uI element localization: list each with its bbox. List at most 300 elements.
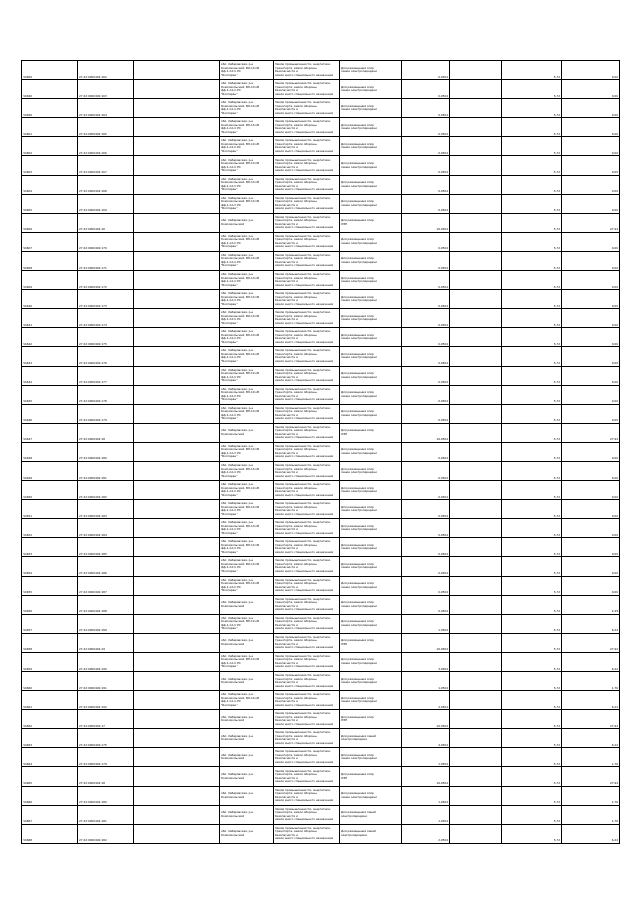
blank-cell [134, 328, 220, 347]
rate-cell: 5,72 [502, 213, 562, 232]
blank-cell [450, 251, 502, 270]
table-row [22, 481, 620, 500]
address-cell: обл. Хабаровская, р-н Комсомольский, ВЛ-10 кВ фф-1-Сл-С РС "Болгаран" [220, 328, 274, 347]
coefficient-cell: 16,0504 [402, 423, 450, 442]
sum-cell: 1,76 [562, 748, 620, 767]
sum-cell: 27,94 [562, 633, 620, 652]
blank-cell [134, 366, 220, 385]
coefficient-cell: 0,0504 [402, 500, 450, 519]
sum-cell: 0,00 [562, 80, 620, 99]
coefficient-cell: 1,0504 [402, 805, 450, 824]
rate-cell: 5,72 [502, 461, 562, 480]
blank-cell [450, 767, 502, 786]
coefficient-cell: 0,0504 [402, 194, 450, 213]
address-cell: обл. Хабаровская, р-н Комсомольский, ВЛ-10 кВ фф-1-Сл-С РС "Болгаран" [220, 194, 274, 213]
land-category-cell: Земли промышленности, энергетики, транспорта, земли обороны, безопасности и земли иного специального назначения [274, 691, 340, 710]
land-category-cell: Земли промышленности, энергетики, транспорта, земли обороны, безопасности и земли иного специального назначения [274, 347, 340, 366]
table-row [22, 347, 620, 366]
table-row [22, 251, 620, 270]
land-category-cell: Земли промышленности, энергетики, транспорта, земли обороны, безопасности и земли иного специального назначения [274, 729, 340, 748]
table-row [22, 271, 620, 290]
plot-id-cell: Ч4661 [22, 691, 78, 710]
blank-cell [450, 271, 502, 290]
permitted-use-cell: Для размещения опор линии электропередачи [340, 61, 402, 80]
cadastral-number-cell: 27:22:0000402:187 [78, 576, 134, 595]
blank-cell [134, 137, 220, 156]
land-category-cell: Земли промышленности, энергетики, транспорта, земли обороны, безопасности и земли иного специального назначения [274, 194, 340, 213]
permitted-use-cell: Для размещения опор ЛЭП [340, 710, 402, 729]
address-cell: обл. Хабаровская, р-н Комсомольский, ВЛ-10 кВ фф-1-Сл-С РС "Болгаран" [220, 366, 274, 385]
rate-cell: 5,72 [502, 805, 562, 824]
address-cell: обл. Хабаровская, р-н Комсомольский, ВЛ-10 кВ фф-1-Сл-С РС "Болгаран" [220, 175, 274, 194]
rate-cell: 5,72 [502, 137, 562, 156]
cadastral-number-cell: 27:22:0000402:179 [78, 404, 134, 423]
blank-cell [134, 175, 220, 194]
land-category-cell: Земли промышленности, энергетики, транспорта, земли обороны, безопасности и земли иного специального назначения [274, 99, 340, 118]
sum-cell: 0,00 [562, 328, 620, 347]
rate-cell: 5,72 [502, 80, 562, 99]
table-row [22, 118, 620, 137]
table-row [22, 614, 620, 633]
table-row [22, 748, 620, 767]
blank-cell [450, 710, 502, 729]
table-row [22, 385, 620, 404]
coefficient-cell: 0,0504 [402, 328, 450, 347]
coefficient-cell: 0,0504 [402, 271, 450, 290]
coefficient-cell: 0,0504 [402, 156, 450, 175]
plot-id-cell: Ч4653 [22, 538, 78, 557]
blank-cell [134, 423, 220, 442]
land-category-cell: Земли промышленности, энергетики, транспорта, земли обороны, безопасности и земли иного специального назначения [274, 481, 340, 500]
land-category-cell: Земли промышленности, энергетики, транспорта, земли обороны, безопасности и земли иного специального назначения [274, 748, 340, 767]
address-cell: обл. Хабаровская, р-н Комсомольский, ВЛ-10 кВ фф-1-Сл-С РС "Болгаран" [220, 461, 274, 480]
cadastral-number-cell: 27:22:0000402:191 [78, 672, 134, 691]
cadastral-number-cell: 27:22:0000402:183 [78, 500, 134, 519]
rate-cell: 5,72 [502, 328, 562, 347]
land-plots-table [21, 60, 620, 844]
table-row [22, 461, 620, 480]
plot-id-cell: Ч4655 [22, 576, 78, 595]
sum-cell: 0,00 [562, 481, 620, 500]
cadastral-number-cell: 27:22:0000402:168 [78, 175, 134, 194]
land-category-cell: Земли промышленности, энергетики, транспорта, земли обороны, безопасности и земли иного специального назначения [274, 633, 340, 652]
blank-cell [134, 519, 220, 538]
blank-cell [134, 691, 220, 710]
blank-cell [134, 461, 220, 480]
land-category-cell: Земли промышленности, энергетики, транспорта, земли обороны, безопасности и земли иного специального назначения [274, 251, 340, 270]
rate-cell: 5,72 [502, 576, 562, 595]
plot-id-cell: Ч4646 [22, 404, 78, 423]
table-row [22, 767, 620, 786]
permitted-use-cell: Для размещения опор линии электропередачи [340, 194, 402, 213]
sum-cell: 0,00 [562, 137, 620, 156]
plot-id-cell: Ч4602 [22, 137, 78, 156]
blank-cell [134, 729, 220, 748]
permitted-use-cell: Для размещения опор линии электропередачи [340, 614, 402, 633]
coefficient-cell: 16,0504 [402, 213, 450, 232]
rate-cell: 5,72 [502, 194, 562, 213]
blank-cell [134, 557, 220, 576]
rate-cell: 5,72 [502, 595, 562, 614]
rate-cell: 5,72 [502, 557, 562, 576]
sum-cell: 0,00 [562, 557, 620, 576]
land-category-cell: Земли промышленности, энергетики, транспорта, земли обороны, безопасности и земли иного специального назначения [274, 672, 340, 691]
table-row [22, 652, 620, 671]
table-row [22, 423, 620, 442]
sum-cell: 0,00 [562, 404, 620, 423]
blank-cell [134, 672, 220, 691]
land-category-cell: Земли промышленности, энергетики, транспорта, земли обороны, безопасности и земли иного специального назначения [274, 232, 340, 251]
blank-cell [450, 404, 502, 423]
sum-cell: 0,00 [562, 99, 620, 118]
permitted-use-cell: Для размещения опор линии электропередачи [340, 156, 402, 175]
sum-cell: 0,00 [562, 576, 620, 595]
coefficient-cell: 1,0504 [402, 786, 450, 805]
rate-cell: 5,72 [502, 423, 562, 442]
sum-cell: 1,76 [562, 805, 620, 824]
coefficient-cell: 0,0504 [402, 481, 450, 500]
permitted-use-cell: Для размещения опор линии электропередачи [340, 137, 402, 156]
address-cell: обл. Хабаровская, р-н Комсомольский, ВЛ-10 кВ фф-1-Сл-С РС "Болгаран" [220, 614, 274, 633]
document-sheet [21, 60, 619, 844]
plot-id-cell: Ч4606 [22, 213, 78, 232]
coefficient-cell: 16,0504 [402, 767, 450, 786]
blank-cell [450, 805, 502, 824]
cadastral-number-cell: 27:22:0000402:164 [78, 99, 134, 118]
land-category-cell: Земли промышленности, энергетики, транспорта, земли обороны, безопасности и земли иного специального назначения [274, 366, 340, 385]
rate-cell: 5,72 [502, 672, 562, 691]
permitted-use-cell: Для размещения опор линии электропередачи [340, 691, 402, 710]
permitted-use-cell: Для размещения опор линии электропередачи [340, 557, 402, 576]
permitted-use-cell: Для размещения опор линии электропередачи [340, 175, 402, 194]
blank-cell [450, 442, 502, 461]
plot-id-cell: Ч4656 [22, 595, 78, 614]
land-category-cell: Земли промышленности, энергетики, транспорта, земли обороны, безопасности и земли иного специального назначения [274, 137, 340, 156]
rate-cell: 5,72 [502, 347, 562, 366]
cadastral-number-cell: 27:22:0000402:186 [78, 557, 134, 576]
rate-cell: 5,72 [502, 767, 562, 786]
cadastral-number-cell: 27:22:0000402:175 [78, 729, 134, 748]
plot-id-cell: Ч4645 [22, 385, 78, 404]
blank-cell [450, 614, 502, 633]
sum-cell: 0,00 [562, 194, 620, 213]
coefficient-cell: 1,0504 [402, 748, 450, 767]
blank-cell [134, 538, 220, 557]
address-cell: обл. Хабаровская, р-н Комсомольский, ВЛ-10 кВ фф-1-Сл-С РС "Болгаран" [220, 156, 274, 175]
cadastral-number-cell: 27:22:0000402:175 [78, 328, 134, 347]
address-cell: обл. Хабаровская, р-н Комсомольский, ВЛ-10 кВ фф-1-Сл-С РС "Болгаран" [220, 118, 274, 137]
sum-cell: 0,00 [562, 347, 620, 366]
blank-cell [450, 61, 502, 80]
table-row [22, 633, 620, 652]
address-cell: обл. Хабаровская, р-н Комсомольский, ВЛ-10 кВ фф-1-Сл-С РС "Болгаран" [220, 442, 274, 461]
table-row [22, 557, 620, 576]
land-category-cell: Земли промышленности, энергетики, транспорта, земли обороны, безопасности и земли иного специального назначения [274, 557, 340, 576]
cadastral-number-cell: 27:22:0000402:184 [78, 519, 134, 538]
permitted-use-cell: Для размещения опор линии электропередачи [340, 99, 402, 118]
permitted-use-cell: Для размещения опор линии электропередачи [340, 748, 402, 767]
permitted-use-cell: Для размещения опор ЛЭП [340, 423, 402, 442]
address-cell: обл. Хабаровская, р-н Комсомольский [220, 805, 274, 824]
address-cell: обл. Хабаровская, р-н Комсомольский, ВЛ-10 кВ фф-1-Сл-С РС "Болгаран" [220, 347, 274, 366]
cadastral-number-cell: 27:22:0000402:173 [78, 290, 134, 309]
blank-cell [134, 156, 220, 175]
permitted-use-cell: Для размещения опор линии электропередачи [340, 500, 402, 519]
land-category-cell: Земли промышленности, энергетики, транспорта, земли обороны, безопасности и земли иного специального назначения [274, 500, 340, 519]
cadastral-number-cell: 27:22:0000402:185 [78, 538, 134, 557]
cadastral-number-cell: 27:22:0000402:170 [78, 232, 134, 251]
blank-cell [450, 194, 502, 213]
address-cell: обл. Хабаровская, р-н Комсомольский, ВЛ-10 кВ фф-1-Сл-С РС "Болгаран" [220, 576, 274, 595]
table-row [22, 137, 620, 156]
plot-id-cell: Ч4605 [22, 194, 78, 213]
blank-cell [134, 500, 220, 519]
table-row [22, 290, 620, 309]
table-row [22, 175, 620, 194]
permitted-use-cell: Для размещения опор линии электропередачи [340, 538, 402, 557]
land-category-cell: Земли промышленности, энергетики, транспорта, земли обороны, безопасности и земли иного специального назначения [274, 538, 340, 557]
cadastral-number-cell: 27:22:0000402:177 [78, 366, 134, 385]
rate-cell: 5,72 [502, 652, 562, 671]
plot-id-cell: Ч4664 [22, 748, 78, 767]
blank-cell [450, 786, 502, 805]
plot-id-cell: Ч4659 [22, 652, 78, 671]
cadastral-number-cell: 27:22:0000402:190 [78, 652, 134, 671]
address-cell: обл. Хабаровская, р-н Комсомольский, ВЛ-10 кВ фф-1-Сл-С РС "Болгаран" [220, 481, 274, 500]
permitted-use-cell: Для размещения опор линии электропередачи [340, 80, 402, 99]
table-row [22, 366, 620, 385]
land-category-cell: Земли промышленности, энергетики, транспорта, земли обороны, безопасности и земли иного специального назначения [274, 786, 340, 805]
permitted-use-cell: Для размещения опор линии электропередачи [340, 672, 402, 691]
blank-cell [134, 232, 220, 251]
blank-cell [134, 251, 220, 270]
address-cell: обл. Хабаровская, р-н Комсомольский [220, 767, 274, 786]
address-cell: обл. Хабаровская, р-н Комсомольский, ВЛ-10 кВ фф-1-Сл-С РС "Болгаран" [220, 99, 274, 118]
blank-cell [134, 309, 220, 328]
sum-cell: 0,00 [562, 290, 620, 309]
blank-cell [134, 61, 220, 80]
land-category-cell: Земли промышленности, энергетики, транспорта, земли обороны, безопасности и земли иного специального назначения [274, 461, 340, 480]
coefficient-cell: 2,0504 [402, 691, 450, 710]
permitted-use-cell: Для размещения опор линии электропередачи [340, 118, 402, 137]
blank-cell [134, 442, 220, 461]
address-cell: обл. Хабаровская, р-н Комсомольский, ВЛ-10 кВ фф-1-Сл-С РС "Болгаран" [220, 80, 274, 99]
blank-cell [134, 99, 220, 118]
permitted-use-cell: Для размещения опор линии электропередачи [340, 404, 402, 423]
blank-cell [134, 652, 220, 671]
land-category-cell: Земли промышленности, энергетики, транспорта, земли обороны, безопасности и земли иного специального назначения [274, 805, 340, 824]
coefficient-cell: 1,0504 [402, 672, 450, 691]
coefficient-cell: 0,0504 [402, 519, 450, 538]
plot-id-cell: Ч4652 [22, 519, 78, 538]
table-row [22, 99, 620, 118]
rate-cell: 5,72 [502, 614, 562, 633]
rate-cell: 5,72 [502, 442, 562, 461]
coefficient-cell: 0,0504 [402, 99, 450, 118]
table-row [22, 824, 620, 843]
cadastral-number-cell: 27:22:0000402:167 [78, 156, 134, 175]
coefficient-cell: 0,0504 [402, 80, 450, 99]
blank-cell [450, 290, 502, 309]
land-category-cell: Земли промышленности, энергетики, транспорта, земли обороны, безопасности и земли иного специального назначения [274, 710, 340, 729]
sum-cell: 0,00 [562, 118, 620, 137]
land-category-cell: Земли промышленности, энергетики, транспорта, земли обороны, безопасности и земли иного специального назначения [274, 652, 340, 671]
coefficient-cell: 0,0504 [402, 557, 450, 576]
blank-cell [134, 118, 220, 137]
sum-cell: 6,24 [562, 652, 620, 671]
table-row [22, 442, 620, 461]
plot-id-cell: Ч4654 [22, 557, 78, 576]
permitted-use-cell: Для размещения опор ЛЭП [340, 633, 402, 652]
cadastral-number-cell: 27:22:0000402:180 [78, 786, 134, 805]
cadastral-number-cell: 27:22:0000402:17 [78, 710, 134, 729]
land-category-cell: Земли промышленности, энергетики, транспорта, земли обороны, безопасности и земли иного специального назначения [274, 309, 340, 328]
sum-cell: 0,00 [562, 61, 620, 80]
cadastral-number-cell: 27:22:0000402:171 [78, 251, 134, 270]
blank-cell [134, 194, 220, 213]
cadastral-number-cell: 27:22:0000402:189 [78, 614, 134, 633]
plot-id-cell: Ч4608 [22, 251, 78, 270]
plot-id-cell: Ч4641 [22, 309, 78, 328]
table-row [22, 61, 620, 80]
blank-cell [450, 691, 502, 710]
plot-id-cell: Ч4648 [22, 442, 78, 461]
table-body [22, 61, 620, 844]
land-category-cell: Земли промышленности, энергетики, транспорта, земли обороны, безопасности и земли иного специального назначения [274, 271, 340, 290]
blank-cell [134, 385, 220, 404]
permitted-use-cell: Для размещения линий электропередачи [340, 824, 402, 843]
land-category-cell: Земли промышленности, энергетики, транспорта, земли обороны, безопасности и земли иного специального назначения [274, 385, 340, 404]
land-category-cell: Земли промышленности, энергетики, транспорта, земли обороны, безопасности и земли иного специального назначения [274, 824, 340, 843]
plot-id-cell: Ч4644 [22, 366, 78, 385]
table-row [22, 404, 620, 423]
plot-id-cell: Ч4657 [22, 614, 78, 633]
cadastral-number-cell: 27:22:0000402:166 [78, 137, 134, 156]
blank-cell [450, 729, 502, 748]
sum-cell: 6,24 [562, 691, 620, 710]
cadastral-number-cell: 27:22:0000402:18 [78, 767, 134, 786]
sum-cell: 0,00 [562, 156, 620, 175]
blank-cell [450, 385, 502, 404]
blank-cell [450, 672, 502, 691]
land-category-cell: Земли промышленности, энергетики, транспорта, земли обороны, безопасности и земли иного специального назначения [274, 328, 340, 347]
address-cell: обл. Хабаровская, р-н Комсомольский [220, 824, 274, 843]
coefficient-cell: 0,0504 [402, 175, 450, 194]
permitted-use-cell: Для размещения опор линии электропередачи [340, 481, 402, 500]
address-cell: обл. Хабаровская, р-н Комсомольский [220, 595, 274, 614]
blank-cell [134, 481, 220, 500]
table-row [22, 691, 620, 710]
rate-cell: 5,72 [502, 290, 562, 309]
rate-cell: 5,72 [502, 118, 562, 137]
blank-cell [134, 614, 220, 633]
address-cell: обл. Хабаровская, р-н Комсомольский, ВЛ-10 кВ фф-1-Сл-С РС "Болгаран" [220, 251, 274, 270]
plot-id-cell: Ч4663 [22, 729, 78, 748]
address-cell: обл. Хабаровская, р-н Комсомольский [220, 748, 274, 767]
blank-cell [450, 461, 502, 480]
plot-id-cell: Ч4600 [22, 61, 78, 80]
blank-cell [134, 786, 220, 805]
blank-cell [450, 481, 502, 500]
blank-cell [450, 347, 502, 366]
sum-cell: 0,00 [562, 251, 620, 270]
coefficient-cell: 1,0504 [402, 614, 450, 633]
table-row [22, 156, 620, 175]
rate-cell: 5,72 [502, 519, 562, 538]
coefficient-cell: 0,0504 [402, 442, 450, 461]
rate-cell: 5,72 [502, 175, 562, 194]
blank-cell [134, 595, 220, 614]
permitted-use-cell: Для размещения опор линии электропередачи [340, 232, 402, 251]
address-cell: обл. Хабаровская, р-н Комсомольский, ВЛ-10 кВ фф-1-Сл-С РС "Болгаран" [220, 500, 274, 519]
address-cell: обл. Хабаровская, р-н Комсомольский [220, 633, 274, 652]
address-cell: обл. Хабаровская, р-н Комсомольский [220, 423, 274, 442]
sum-cell: 27,94 [562, 213, 620, 232]
land-category-cell: Земли промышленности, энергетики, транспорта, земли обороны, безопасности и земли иного специального назначения [274, 519, 340, 538]
sum-cell: 27,94 [562, 767, 620, 786]
permitted-use-cell: Для размещения опор линии электропередачи [340, 786, 402, 805]
cadastral-number-cell: 27:22:0000402:19 [78, 633, 134, 652]
permitted-use-cell: Для размещения опор линии электропередачи [340, 652, 402, 671]
sum-cell: 0,00 [562, 500, 620, 519]
sum-cell: 6,24 [562, 824, 620, 843]
address-cell: обл. Хабаровская, р-н Комсомольский, ВЛ-10 кВ фф-1-Сл-С РС "Болгаран" [220, 385, 274, 404]
address-cell: обл. Хабаровская, р-н Комсомольский, ВЛ-10 кВ фф-1-Сл-С РС "Болгаран" [220, 232, 274, 251]
plot-id-cell: Ч4662 [22, 710, 78, 729]
address-cell: обл. Хабаровская, р-н Комсомольский, ВЛ-10 кВ фф-1-Сл-С РС "Болгаран" [220, 404, 274, 423]
blank-cell [450, 137, 502, 156]
coefficient-cell: 0,0504 [402, 232, 450, 251]
plot-id-cell: Ч4642 [22, 328, 78, 347]
coefficient-cell: 16,0504 [402, 710, 450, 729]
cadastral-number-cell: 27:22:0000402:180 [78, 442, 134, 461]
coefficient-cell: 16,0504 [402, 633, 450, 652]
land-category-cell: Земли промышленности, энергетики, транспорта, земли обороны, безопасности и земли иного специального назначения [274, 61, 340, 80]
land-category-cell: Земли промышленности, энергетики, транспорта, земли обороны, безопасности и земли иного специального назначения [274, 118, 340, 137]
cadastral-number-cell: 27:22:0000402:176 [78, 347, 134, 366]
blank-cell [450, 748, 502, 767]
plot-id-cell: Ч4650 [22, 481, 78, 500]
sum-cell: 0,00 [562, 461, 620, 480]
rate-cell: 5,72 [502, 404, 562, 423]
permitted-use-cell: Для размещения опор линии электропередачи [340, 595, 402, 614]
cadastral-number-cell: 27:22:0000402:182 [78, 481, 134, 500]
rate-cell: 5,72 [502, 786, 562, 805]
coefficient-cell: 0,0504 [402, 118, 450, 137]
blank-cell [134, 805, 220, 824]
blank-cell [134, 633, 220, 652]
address-cell: обл. Хабаровская, р-н Комсомольский, ВЛ-10 кВ фф-1-Сл-С РС "Болгаран" [220, 538, 274, 557]
cadastral-number-cell: 27:22:0000402:181 [78, 461, 134, 480]
rate-cell: 5,72 [502, 309, 562, 328]
permitted-use-cell: Для размещения опор линии электропередачи [340, 461, 402, 480]
coefficient-cell: 0,0504 [402, 290, 450, 309]
blank-cell [134, 213, 220, 232]
cadastral-number-cell: 27:22:0000402:16 [78, 213, 134, 232]
sum-cell: 0,00 [562, 366, 620, 385]
blank-cell [450, 213, 502, 232]
permitted-use-cell: Для размещения опор линии электропередачи [340, 309, 402, 328]
permitted-use-cell: Для размещения опор линии электропередачи [340, 576, 402, 595]
permitted-use-cell: Для размещения опор линии электропередачи [340, 347, 402, 366]
coefficient-cell: 0,0504 [402, 366, 450, 385]
address-cell: обл. Хабаровская, р-н Комсомольский, ВЛ-10 кВ фф-1-Сл-С РС "Болгаран" [220, 519, 274, 538]
rate-cell: 5,72 [502, 156, 562, 175]
permitted-use-cell: Для размещения опор ЛЭП [340, 213, 402, 232]
sum-cell: 1,76 [562, 672, 620, 691]
cadastral-number-cell: 27:22:0000402:174 [78, 309, 134, 328]
cadastral-number-cell: 27:22:0000402:172 [78, 271, 134, 290]
